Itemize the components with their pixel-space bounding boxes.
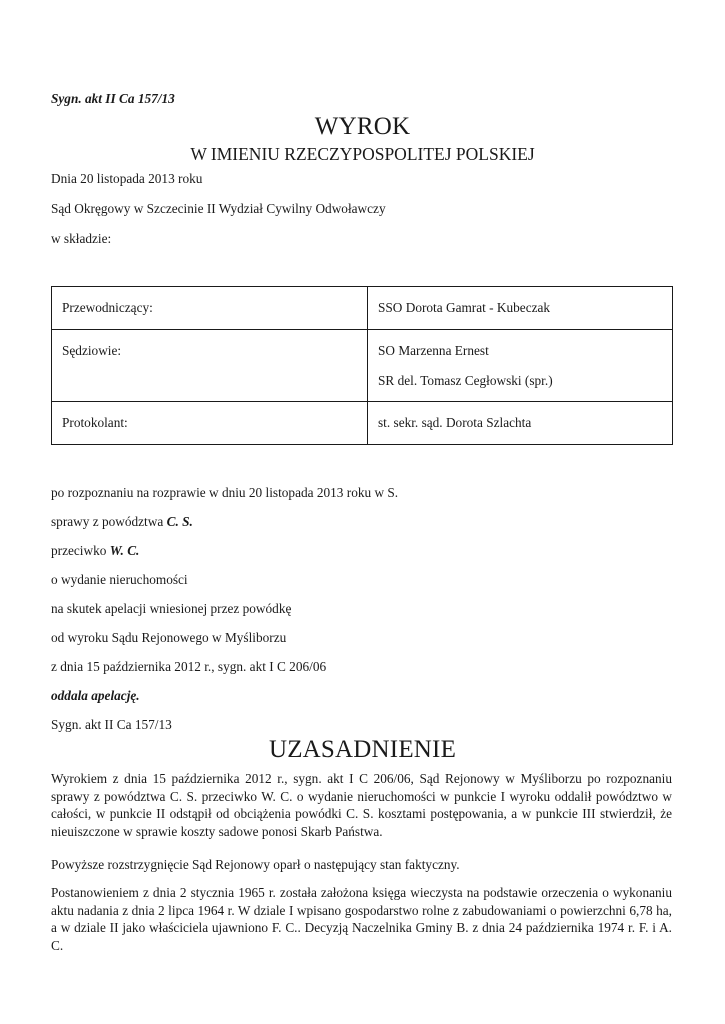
justification-paragraph: Powyższe rozstrzygnięcie Sąd Rejonowy oparł o następujący stan faktyczny. bbox=[51, 857, 460, 872]
document-title: WYROK bbox=[314, 113, 411, 140]
clerk-value: st. sekr. sąd. Dorota Szlachta bbox=[378, 415, 532, 430]
judge-name: SR del. Tomasz Cegłowski (spr.) bbox=[378, 373, 553, 388]
table-row bbox=[52, 330, 673, 402]
table-row bbox=[52, 287, 673, 330]
judgment-date-line: z dnia 15 października 2012 r., sygn. akt I C 206/06 bbox=[51, 659, 327, 674]
justification-heading: UZASADNIENIE bbox=[268, 736, 457, 763]
table-cell bbox=[52, 330, 368, 402]
case-number: Sygn. akt II Ca 157/13 bbox=[51, 91, 175, 106]
table-row bbox=[52, 402, 673, 445]
judge-name: SO Marzenna Ernest bbox=[378, 343, 489, 358]
case-number-repeat: Sygn. akt II Ca 157/13 bbox=[51, 717, 172, 732]
decision: oddala apelację. bbox=[51, 688, 140, 703]
judgment-line: od wyroku Sądu Rejonowego w Myśliborzu bbox=[51, 630, 287, 645]
table-cell bbox=[368, 287, 673, 330]
against-prefix: przeciwko bbox=[51, 543, 110, 558]
against-line bbox=[51, 543, 139, 559]
table-cell bbox=[368, 402, 673, 445]
court-name: Sąd Okręgowy w Szczecinie II Wydział Cywilny Odwoławczy bbox=[51, 201, 386, 216]
table-cell bbox=[52, 287, 368, 330]
panel-table bbox=[51, 286, 673, 445]
claim-line bbox=[51, 514, 193, 530]
composition-label: w składzie: bbox=[51, 231, 112, 246]
defendant-name: W. C. bbox=[109, 543, 140, 558]
hearing-date: Dnia 20 listopada 2013 roku bbox=[51, 171, 203, 186]
plaintiff-name: C. S. bbox=[166, 514, 193, 529]
justification-paragraph: Wyrokiem z dnia 15 października 2012 r., sygn. akt I C 206/06, Sąd Rejonowy w Myśliborzu po rozpoznaniu sprawy z powództwa C. S. przeciwko W. C. o wydanie nieruchomości w punkcie I wyroku oddalił powództwo w całości, w punkcie II odstąpił od obciążenia powódki C. S. kosztami postępowania, a w punkcie III stwierdził, że nieuiszczone w sprawie koszty sadowe ponosi Skarb Państwa. bbox=[51, 771, 672, 839]
hearing-line: po rozpoznaniu na rozprawie w dniu 20 listopada 2013 roku w S. bbox=[51, 485, 399, 500]
judges-label: Sędziowie: bbox=[62, 343, 122, 358]
appeal-line: na skutek apelacji wniesionej przez powódkę bbox=[51, 601, 292, 616]
subject-line: o wydanie nieruchomości bbox=[51, 572, 188, 587]
clerk-label: Protokolant: bbox=[62, 415, 128, 430]
presiding-value: SSO Dorota Gamrat - Kubeczak bbox=[378, 300, 551, 315]
claim-prefix: sprawy z powództwa bbox=[51, 514, 167, 529]
presiding-label: Przewodniczący: bbox=[62, 300, 153, 315]
table-cell bbox=[368, 330, 673, 402]
document-subtitle: W IMIENIU RZECZYPOSPOLITEJ POLSKIEJ bbox=[190, 144, 535, 164]
justification-paragraph: Postanowieniem z dnia 2 stycznia 1965 r. została założona księga wieczysta na podstawie orzeczenia o wykonaniu aktu nadania z dnia 2 lipca 1964 r. W dziale I wpisano gospodarstwo rolne z zabudowaniami o powierzchni 6,78 ha, a w dziale II jako właściciela ujawniono F. C.. Decyzją Naczelnika Gminy B. z dnia 24 października 1974 r. F. i A. C. bbox=[51, 885, 672, 953]
table-cell bbox=[52, 402, 368, 445]
